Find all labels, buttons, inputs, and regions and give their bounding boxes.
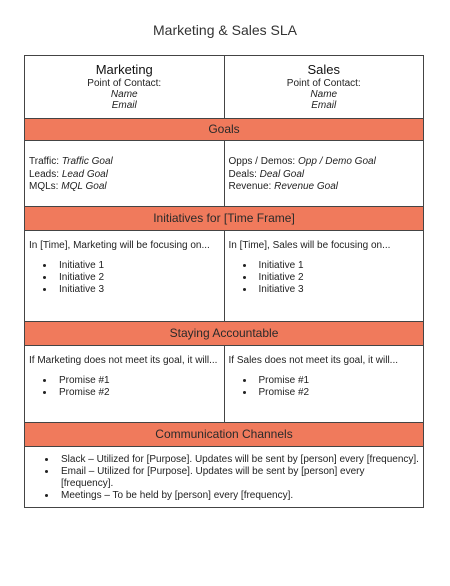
marketing-promises-list (29, 375, 220, 399)
sales-poc-name: Name (310, 89, 338, 100)
marketing-team-cell (25, 56, 224, 118)
marketing-initiatives-cell (25, 231, 224, 321)
list-item: • Initiative 1 (55, 260, 220, 272)
accountable-heading: Staying Accountable (25, 322, 423, 346)
marketing-goal-leads: Leads: Lead Goal (29, 168, 108, 180)
sales-goal-opps: Opps / Demos: Opp / Demo Goal (228, 156, 376, 167)
list-item: • Initiative 1 (255, 260, 420, 272)
sales-accountable-cell (224, 346, 424, 422)
list-item: • Promise #2 (55, 387, 220, 399)
team-header-row (25, 56, 423, 119)
sales-goal-revenue: Revenue: Revenue Goal (228, 181, 339, 192)
accountable-row (25, 346, 423, 423)
marketing-accountable-intro: If Marketing does not meet its goal, it will... (29, 355, 218, 366)
marketing-poc-email: Email (111, 100, 137, 111)
sales-poc-email: Email (311, 100, 337, 111)
marketing-goal-traffic: Traffic: Traffic Goal (29, 156, 113, 167)
sales-poc-label: Point of Contact: (286, 78, 361, 89)
list-item: • Initiative 3 (55, 284, 220, 296)
list-item: • Slack – Utilized for [Purpose]. Updates will be sent by [person] every [frequency]. (57, 454, 419, 466)
communication-heading: Communication Channels (25, 423, 423, 447)
sales-team-name: Sales (307, 62, 341, 77)
list-item: • Initiative 2 (255, 272, 420, 284)
list-item: • Initiative 3 (255, 284, 420, 296)
initiatives-row (25, 231, 423, 322)
sales-goal-deals: Deals: Deal Goal (228, 168, 305, 180)
list-item: • Meetings – To be held by [person] every [frequency]. (57, 490, 419, 502)
list-item: • Promise #2 (255, 387, 420, 399)
goals-heading: Goals (25, 119, 423, 141)
sales-team-cell (224, 56, 424, 118)
marketing-initiatives-list (29, 260, 220, 296)
list-item: • Promise #1 (255, 375, 420, 387)
sales-initiatives-cell (224, 231, 424, 321)
marketing-goals-cell (25, 141, 224, 206)
sales-promises-list (229, 375, 420, 399)
sales-accountable-intro: If Sales does not meet its goal, it will... (228, 355, 399, 366)
list-item: • Initiative 2 (55, 272, 220, 284)
sla-table (24, 55, 424, 508)
sales-initiatives-list (229, 260, 420, 296)
marketing-initiatives-intro: In [Time], Marketing will be focusing on... (29, 240, 210, 251)
list-item: • Email – Utilized for [Purpose]. Updates will be sent by [person] every [frequency]. (57, 466, 419, 490)
communication-row (25, 447, 423, 507)
sales-goals-cell (224, 141, 424, 206)
marketing-goal-mqls: MQLs: MQL Goal (29, 181, 107, 192)
initiatives-heading: Initiatives for [Time Frame] (25, 207, 423, 231)
list-item: • Promise #1 (55, 375, 220, 387)
communication-list (29, 454, 419, 502)
communication-cell (25, 447, 423, 507)
marketing-team-name: Marketing (95, 62, 153, 77)
marketing-accountable-cell (25, 346, 224, 422)
document-title: Marketing & Sales SLA (153, 22, 297, 38)
sales-initiatives-intro: In [Time], Sales will be focusing on... (228, 240, 391, 251)
goals-row (25, 141, 423, 207)
marketing-poc-label: Point of Contact: (87, 78, 162, 89)
marketing-poc-name: Name (110, 89, 138, 100)
